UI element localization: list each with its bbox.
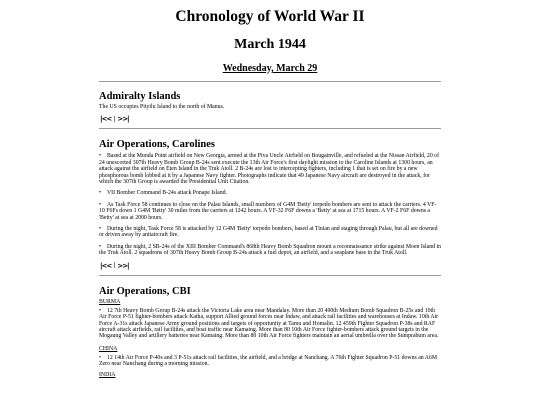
section-title-cbi: Air Operations, CBI [99,285,191,297]
next-day-button[interactable]: >>| [117,115,129,124]
month-heading: March 1944 [234,37,306,52]
list-item: • 12 14th Air Force P-40s and 3 P-51s attack rail facilities, the airfield, and a bridge at Nanchang. A 76th Fighter Squadron P-51 downs an A6M Zero near Nanchang during a morning mission. [99,354,438,368]
nav-links [99,262,441,270]
list-item: • Based at the Munda Point airfield on New Georgia, armed at the Piva Uncle Airfield on Bougainville, and refueled at the Nissan Airfield, 20 of 24 unescorted 307th Heavy Bomb Group B-24s sent execute the 13th Air Force's first daylight mission to the Caroline Islands at 1300 hours, an attack against the airfield on Eten Island in the Truk Atoll. 2 B-24s are lost to intercepting fighters, including 1 that is set on fire by a new phosphorous bomb lobbed at it by a Japanese Navy fighter. Photographs indicate that 49 Japanese Navy aircraft are destroyed in the attack, for which the 307th Group is awarded the Presidential Unit Citation. [99,153,439,186]
list-item: • 12 7th Heavy Bomb Group B-24s attack the Victoria Lake area near Mandalay. More than 20 490th Medium Bomb Squadron B-25s and 10th Air Force P-51 fighter-bombers attack Katha, support Allied ground forces near Indaw, and attack rail facilities and warehouses at Indaw. 10th Air Force A-31s attack Japanese Army ground positions and targets of opportunity at Tamu and Homalin. 12 459th Fighter Squadron P-38s and RAF aircraft attack airfields, rail facilities, and boat traffic near Kamaing. More than 80 10th Air Force fighter-bombers attack ground targets in the Mogaung Valley and artillery batteries near Kamaing. More than 80 10th Air Force fighters maintain an aerial umbrella over the Sumprabum area. [99,307,439,340]
section-title-carolines: Air Operations, Carolines [99,139,215,151]
previous-day-button[interactable]: |<< [100,261,112,270]
item-text: During the night, Task Force 58 is attacked by 12 G4M 'Betty' torpedo bombers, based at Tinian and staging through Palau, but all are downed or driven away by antiaircraft fire. [99,226,438,239]
next-day-button[interactable]: >>| [117,261,129,270]
section-text-admiralty: The US occupies Pityilu Island to the north of Manus. [99,104,225,110]
subsection-label-burma: BURMA [99,298,121,305]
item-text: As Task Force 58 continues to close on the Palau Islands, small numbers of G4M 'Betty' torpedo bombers are sent to attack the carriers. 4 VF-10 F6Fs down 1 G4M 'Betty' 30 miles from the carriers at 1242 hours. A VF-32 F6F downs a 'Betty' at sea at 1715 hours. A VF-2 F6F downs a 'Betty' at sea at 2000 hours. [99,201,437,221]
divider [99,128,441,129]
item-text: 12 7th Heavy Bomb Group B-24s attack the Victoria Lake area near Mandalay. More than 20 490th Medium Bomb Squadron B-25s and 10th Air Force P-51 fighter-bombers attack Katha, support Allied ground forces near Indaw, and attack rail facilities and warehouses at Indaw. 10th Air Force A-31s attack Japanese Army ground positions and targets of opportunity at Tamu and Homalin. 12 459th Fighter Squadron P-38s and RAF aircraft attack airfields, rail facilities, and boat traffic near Kamaing. More than 80 10th Air Force fighter-bombers attack ground targets in the Mogaung Valley and artillery batteries near Kamaing. More than 80 10th Air Force fighters maintain an aerial umbrella over the Sumprabum area. [99,307,439,340]
section-title-admiralty: Admiralty Islands [99,91,181,102]
list-item: • During the night, Task Force 58 is attacked by 12 G4M 'Betty' torpedo bombers, based at Tinian and staging through Palau, but all are downed or driven away by antiaircraft fire. [99,226,438,239]
list-item: • VII Bomber Command B-24s attack Ponape Island. [99,190,227,197]
date-heading: Wednesday, March 29 [222,63,318,74]
subsection-label-china: CHINA [99,345,118,352]
nav-separator: | [113,115,116,123]
previous-day-button[interactable]: |<< [100,115,112,124]
list-item: • During the night, 2 SB-24s of the XIII Bomber Command's 868th Heavy Bomb Squadron mount a reconnaissance strike against Moen Island in the Truk Atoll. 2 squadrons of 307th Heavy Bomb Group B-24s attack a fuel depot, an airfield, and a seaplane base in the Truk Atoll. [99,243,441,257]
nav-separator: | [113,262,116,270]
page-title: Chronology of World War II [175,8,365,25]
divider [99,81,441,82]
item-text: Based at the Munda Point airfield on New Georgia, armed at the Piva Uncle Airfield on Bougainville, and refueled at the Nissan Airfield, 20 of 24 unescorted 307th Heavy Bomb Group B-24s sent execute the 13th Air Force's first daylight mission to the Caroline Islands at 1300 hours, an attack against the airfield on Eten Island in the Truk Atoll. 2 B-24s are lost to intercepting fighters, including 1 that is set on fire by a new phosphorous bomb lobbed at it by a Japanese Navy fighter. Photographs indicate that 49 Japanese Navy aircraft are destroyed in the attack, for which the 307th Group is awarded the Presidential Unit Citation. [99,153,439,186]
item-text: During the night, 2 SB-24s of the XIII Bomber Command's 868th Heavy Bomb Squadron mount a reconnaissance strike against Moen Island in the Truk Atoll. 2 squadrons of 307th Heavy Bomb Group B-24s attack a fuel depot, an airfield, and a seaplane base in the Truk Atoll. [99,243,441,257]
subsection-label-india: INDIA [99,371,116,378]
list-item: • As Task Force 58 continues to close on the Palau Islands, small numbers of G4M 'Betty' torpedo bombers are sent to attack the carriers. 4 VF-10 F6Fs down 1 G4M 'Betty' 30 miles from the carriers at 1242 hours. A VF-32 F6F downs a 'Betty' at sea at 1715 hours. A VF-2 F6F downs a 'Betty' at sea at 2000 hours. [99,201,437,221]
nav-links [99,115,441,123]
item-text: VII Bomber Command B-24s attack Ponape Island. [107,190,227,197]
item-text: 12 14th Air Force P-40s and 3 P-51s attack rail facilities, the airfield, and a bridge at Nanchang. A 76th Fighter Squadron P-51 downs an A6M Zero near Nanchang during a morning mission. [99,354,438,368]
divider [99,275,441,276]
